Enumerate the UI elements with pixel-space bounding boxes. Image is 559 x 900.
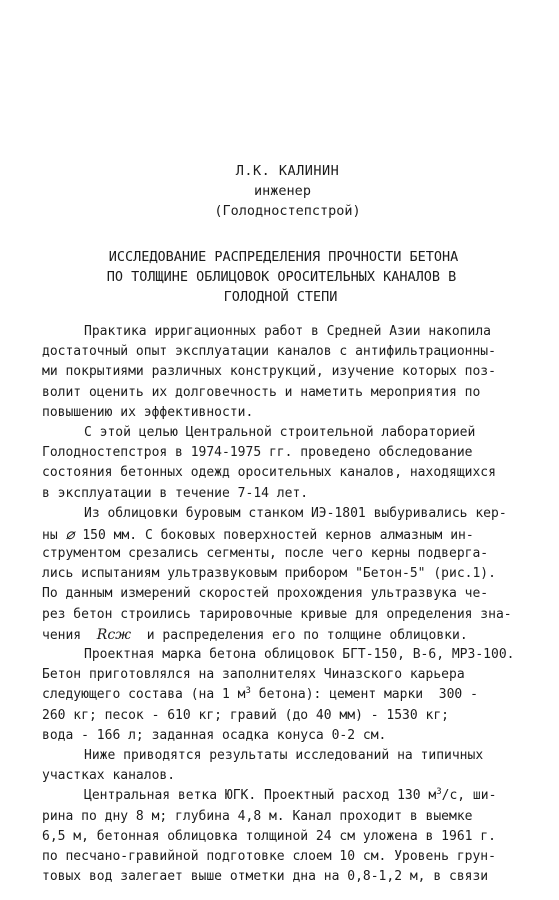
title-line: ПО ТОЛЩИНЕ ОБЛИЦОВОК ОРОСИТЕЛЬНЫХ КАНАЛОВ В (106, 269, 457, 285)
text-line: по песчано-гравийной подготовке слоем 10 см. Уровень грун- (42, 848, 496, 864)
title-line: ИССЛЕДОВАНИЕ РАСПРЕДЕЛЕНИЯ ПРОЧНОСТИ БЕТОНА (108, 249, 459, 265)
text-line: волит оценить их долговечность и наметить мероприятия по (42, 384, 481, 400)
text-line: струментом срезались сегменты, после чего керны подверга- (42, 546, 489, 562)
superscript: 3 (436, 787, 442, 798)
title-line: ГОЛОДНОЙ СТЕПИ (223, 289, 338, 305)
text-line (42, 524, 542, 544)
text-line (42, 625, 542, 645)
text-line: рез бетон строились тарировочные кривые для определения зна- (42, 606, 512, 622)
author-name: Л.К. КАЛИНИН (235, 163, 340, 179)
text-line: участках каналов. (42, 768, 176, 784)
text-line (42, 786, 542, 806)
text-line: лись испытаниям ультразвуковым прибором "Бетон-5" (рис.1). (42, 566, 496, 582)
text-fragment: Центральная ветка ЮГК. Проектный расход 130 м (84, 788, 437, 804)
text-line: Голодностепстроя в 1974-1975 гг. проведено обследование (42, 445, 473, 461)
text-line: Бетон приготовлялся на заполнителях Чиназского карьера (42, 667, 465, 683)
text-line: По данным измерений скоростей прохождения ультразвука че- (42, 586, 489, 602)
author-block (0, 161, 559, 221)
superscript: 3 (245, 686, 251, 697)
text-line: в эксплуатации в течение 7-14 лет. (42, 485, 309, 501)
text-fragment: следующего состава (на 1 м (42, 687, 246, 703)
text-line (42, 685, 542, 705)
text-line: состояния бетонных одежд оросительных каналов, находящихся (42, 465, 496, 481)
article-title (0, 247, 559, 307)
text-line: С этой целью Центральной строительной лабораторией (84, 424, 476, 440)
strength-symbol: Rсж (96, 626, 132, 643)
text-fragment: 150 мм. С боковых поверхностей кернов алмазным ин- (74, 527, 474, 543)
text-line: рина по дну 8 м; глубина 4,8 м. Канал проходит в выемке (42, 808, 473, 824)
text-line: Практика ирригационных работ в Средней Азии накопила (84, 324, 491, 339)
text-line: повышению их эффективности. (42, 404, 254, 420)
author-position: инженер (254, 183, 311, 199)
text-line: Из облицовки буровым станком ИЭ-1801 выбуривались кер- (84, 505, 507, 521)
article-body (42, 322, 542, 887)
text-fragment: чения (42, 627, 97, 643)
text-line: достаточный опыт эксплуатации каналов с антифильтрационны- (42, 344, 496, 360)
text-line: 260 кг; песок - 610 кг; гравий (до 40 мм) - 1530 кг; (42, 707, 449, 723)
text-line: товых вод залегает выше отметки дна на 0,8-1,2 м, в связи (42, 869, 489, 885)
text-line: ми покрытиями различных конструкций, изучение которых поз- (42, 364, 496, 380)
author-organization: (Голодностепстрой) (214, 203, 361, 219)
text-fragment: и распределения его по толщине облицовки. (131, 627, 468, 643)
text-line: Проектная марка бетона облицовок БГТ-150, В-6, МРЗ-100. (84, 647, 515, 662)
diameter-symbol: ⌀ (65, 524, 75, 543)
text-fragment: бетона): цемент марки 300 - (250, 687, 478, 703)
text-line: 6,5 м, бетонная облицовка толщиной 24 см уложена в 1961 г. (42, 828, 496, 844)
text-fragment: ны (42, 527, 66, 543)
text-line: Ниже приводятся результаты исследований на типичных (84, 747, 484, 763)
text-fragment: /с, ши- (441, 788, 497, 804)
text-line: вода - 166 л; заданная осадка конуса 0-2 см. (42, 727, 387, 743)
